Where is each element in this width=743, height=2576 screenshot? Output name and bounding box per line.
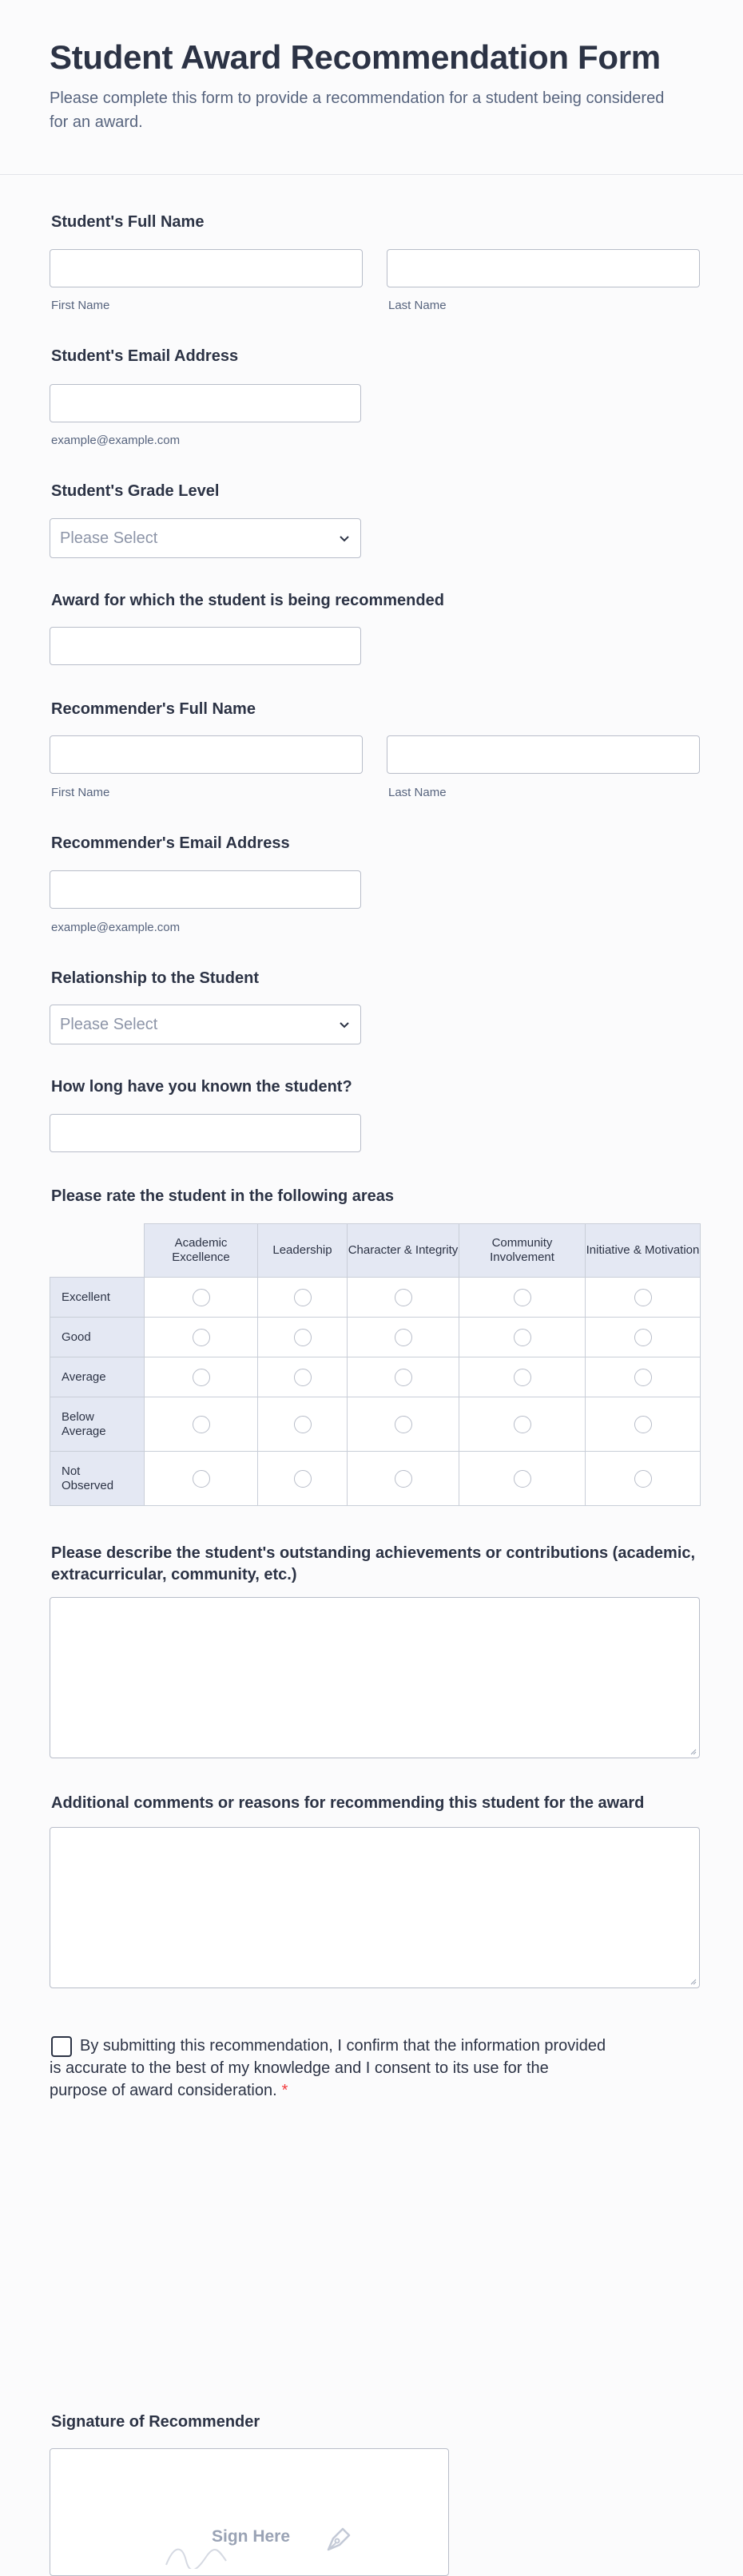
chevron-down-icon [338, 532, 351, 545]
matrix-column-header: Leadership [258, 1224, 348, 1278]
matrix-column-header: Community Involvement [459, 1224, 586, 1278]
achievements-label: Please describe the student's outstanding achievements or contributions (academic, extracurricular, community, etc.) [51, 1544, 696, 1583]
recommender-first-name-sublabel: First Name [51, 786, 110, 799]
rating-radio[interactable] [634, 1470, 652, 1488]
matrix-row-label: Below Average [50, 1397, 145, 1452]
rating-radio[interactable] [395, 1416, 412, 1433]
rating-matrix [50, 1223, 701, 1506]
rating-radio[interactable] [294, 1369, 312, 1386]
relationship-placeholder: Please Select [60, 1016, 158, 1033]
rating-radio[interactable] [395, 1329, 412, 1346]
student-name-label: Student's Full Name [51, 213, 205, 231]
student-email-input[interactable] [50, 384, 361, 422]
award-label: Award for which the student is being recommended [51, 592, 444, 609]
consent-text [50, 2035, 609, 2102]
matrix-row-label: Not Observed [50, 1452, 145, 1506]
student-first-name-sublabel: First Name [51, 299, 110, 312]
relationship-select[interactable] [50, 1005, 361, 1044]
rating-radio[interactable] [193, 1289, 210, 1306]
rating-radio[interactable] [294, 1470, 312, 1488]
recommender-name-label: Recommender's Full Name [51, 700, 256, 718]
matrix-row-label: Good [50, 1318, 145, 1357]
matrix-row [50, 1452, 701, 1506]
grade-level-label: Student's Grade Level [51, 482, 220, 500]
matrix-column-header: Character & Integrity [348, 1224, 459, 1278]
form-header [0, 0, 743, 175]
recommender-email-label: Recommender's Email Address [51, 834, 290, 852]
student-email-label: Student's Email Address [51, 347, 239, 365]
rating-radio[interactable] [395, 1369, 412, 1386]
rating-radio[interactable] [395, 1289, 412, 1306]
rating-radio[interactable] [193, 1329, 210, 1346]
student-last-name-input[interactable] [387, 249, 700, 287]
rating-radio[interactable] [294, 1289, 312, 1306]
recommender-last-name-sublabel: Last Name [388, 786, 447, 799]
consent-label: By submitting this recommendation, I confirm that the information provided is accurate to the best of my knowledge and I consent to its use for the purpose of award consideration. [50, 2037, 606, 2099]
chevron-down-icon [338, 1018, 351, 1031]
rating-label: Please rate the student in the following areas [51, 1187, 394, 1205]
rating-radio[interactable] [294, 1416, 312, 1433]
grade-level-placeholder: Please Select [60, 529, 158, 547]
student-last-name-sublabel: Last Name [388, 299, 447, 312]
rating-radio[interactable] [294, 1329, 312, 1346]
recommender-email-input[interactable] [50, 870, 361, 909]
known-duration-label: How long have you known the student? [51, 1078, 352, 1096]
achievements-textarea[interactable] [50, 1597, 700, 1758]
matrix-column-header: Initiative & Motivation [586, 1224, 701, 1278]
rating-radio[interactable] [634, 1329, 652, 1346]
signature-label: Signature of Recommender [51, 2413, 260, 2431]
form-subtitle: Please complete this form to provide a recommendation for a student being considered for an award. [50, 89, 665, 131]
known-duration-input[interactable] [50, 1114, 361, 1152]
signature-placeholder: Sign Here [212, 2527, 291, 2546]
resize-handle-icon[interactable] [689, 1747, 697, 1755]
resize-handle-icon[interactable] [689, 1977, 697, 1985]
rating-radio[interactable] [193, 1416, 210, 1433]
matrix-row-label: Average [50, 1357, 145, 1397]
award-input[interactable] [50, 627, 361, 665]
rating-radio[interactable] [634, 1289, 652, 1306]
rating-radio[interactable] [514, 1470, 531, 1488]
comments-label: Additional comments or reasons for recommending this student for the award [51, 1794, 645, 1812]
rating-radio[interactable] [514, 1369, 531, 1386]
rating-radio[interactable] [514, 1416, 531, 1433]
pen-icon [322, 2522, 354, 2554]
student-first-name-input[interactable] [50, 249, 363, 287]
grade-level-select[interactable] [50, 518, 361, 558]
signature-pad[interactable] [50, 2448, 449, 2576]
required-asterisk: * [281, 2082, 288, 2099]
matrix-row [50, 1278, 701, 1318]
matrix-column-header: Academic Excellence [145, 1224, 258, 1278]
rating-radio[interactable] [514, 1329, 531, 1346]
rating-radio[interactable] [395, 1470, 412, 1488]
recommender-first-name-input[interactable] [50, 735, 363, 774]
rating-radio[interactable] [193, 1470, 210, 1488]
recommender-email-sublabel: example@example.com [51, 921, 181, 934]
matrix-row [50, 1357, 701, 1397]
rating-radio[interactable] [193, 1369, 210, 1386]
comments-textarea[interactable] [50, 1827, 700, 1988]
form-title: Student Award Recommendation Form [50, 38, 661, 76]
relationship-label: Relationship to the Student [51, 969, 259, 987]
matrix-row-label: Excellent [50, 1278, 145, 1318]
rating-radio[interactable] [514, 1289, 531, 1306]
student-email-sublabel: example@example.com [51, 434, 181, 447]
rating-radio[interactable] [634, 1416, 652, 1433]
matrix-row [50, 1318, 701, 1357]
matrix-row [50, 1397, 701, 1452]
matrix-corner [50, 1224, 145, 1278]
recommender-last-name-input[interactable] [387, 735, 700, 774]
rating-radio[interactable] [634, 1369, 652, 1386]
